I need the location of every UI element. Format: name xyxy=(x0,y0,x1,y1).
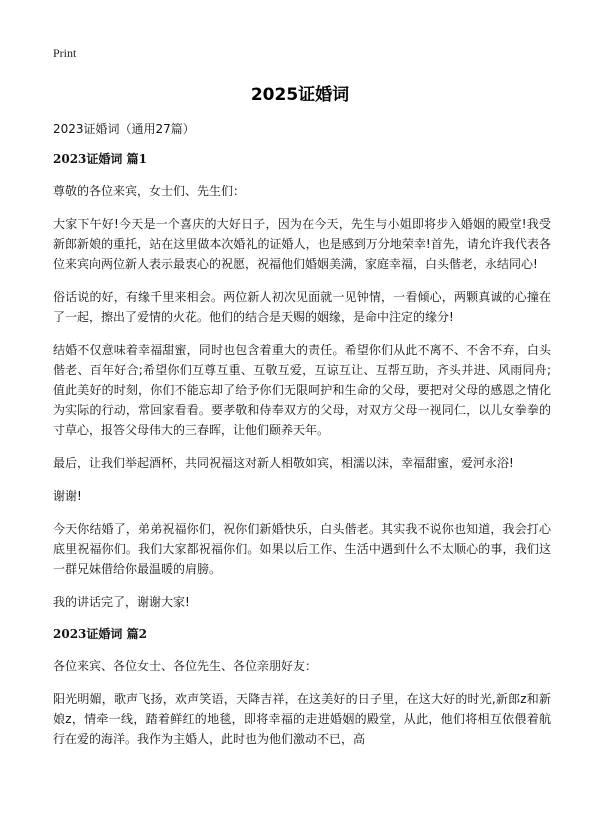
section-1 xyxy=(53,150,551,612)
section-2 xyxy=(53,625,551,749)
paragraph: 今天你结婚了，弟弟祝福你们，祝你们新婚快乐，白头偕老。其实我不说你也知道，我会打心底里祝福你们。我们大家都祝福你们。如果以后工作、生活中遇到什么不太顺心的事，我们这一群兄妹借给你最温暖的肩膀。 xyxy=(53,522,551,576)
paragraph: 阳光明媚，歌声飞扬，欢声笑语，天降吉祥，在这美好的日子里，在这大好的时光,新郎z和新娘z，情牵一线，踏着鲜红的地毯，即将幸福的走进婚姻的殿堂，从此，他们将相互依偎着航行在爱的海洋。我作为主婚人，此时也为他们激动不已，高 xyxy=(53,692,551,746)
section-heading: 2023证婚词 篇2 xyxy=(53,627,147,641)
paragraph: 俗话说的好，有缘千里来相会。两位新人初次见面就一见钟情，一看倾心，两颗真诚的心撞在了一起，擦出了爱情的火花。他们的结合是天赐的姻缘，是命中注定的缘分! xyxy=(53,290,551,324)
print-label: Print xyxy=(53,46,77,60)
paragraph: 谢谢! xyxy=(53,489,82,503)
section-heading: 2023证婚词 篇1 xyxy=(53,152,147,166)
paragraph: 结婚不仅意味着幸福甜蜜，同时也包含着重大的责任。希望你们从此不离不、不舍不弃，白头偕老、百年好合;希望你们互尊互重、互敬互爱，互谅互让、互帮互助，齐头并进、风雨同舟;值此美好的时刻，你们不能忘却了给予你们无限呵护和生命的父母，要把对父母的感恩之情化为实际的行动，常回家看看。要孝敬和侍奉双方的父母，对双方父母一视同仁，以儿女拳拳的寸草心，报答父母伟大的三春晖，让他们颐养天年。 xyxy=(53,343,551,437)
paragraph: 大家下午好!今天是一个喜庆的大好日子，因为在今天，先生与小姐即将步入婚姻的殿堂!我受新郎新娘的重托，站在这里做本次婚礼的证婚人，也是感到万分地荣幸!首先，请允许我代表各位来宾向两位新人表示最衷心的祝愿，祝福他们婚姻美满，家庭幸福，白头偕老，永结同心! xyxy=(53,217,551,271)
page-subtitle: 2023证婚词（通用27篇） xyxy=(53,122,195,136)
paragraph: 最后，让我们举起酒杯，共同祝福这对新人相敬如宾，相濡以沫，幸福甜蜜，爱河永浴! xyxy=(53,456,514,470)
paragraph: 尊敬的各位来宾，女士们、先生们： xyxy=(53,184,246,198)
page-title: 2025证婚词 xyxy=(250,85,350,105)
paragraph: 我的讲话完了，谢谢大家! xyxy=(53,595,190,609)
paragraph: 各位来宾、各位女士、各位先生、各位亲朋好友： xyxy=(53,659,318,673)
document-body xyxy=(53,150,551,762)
